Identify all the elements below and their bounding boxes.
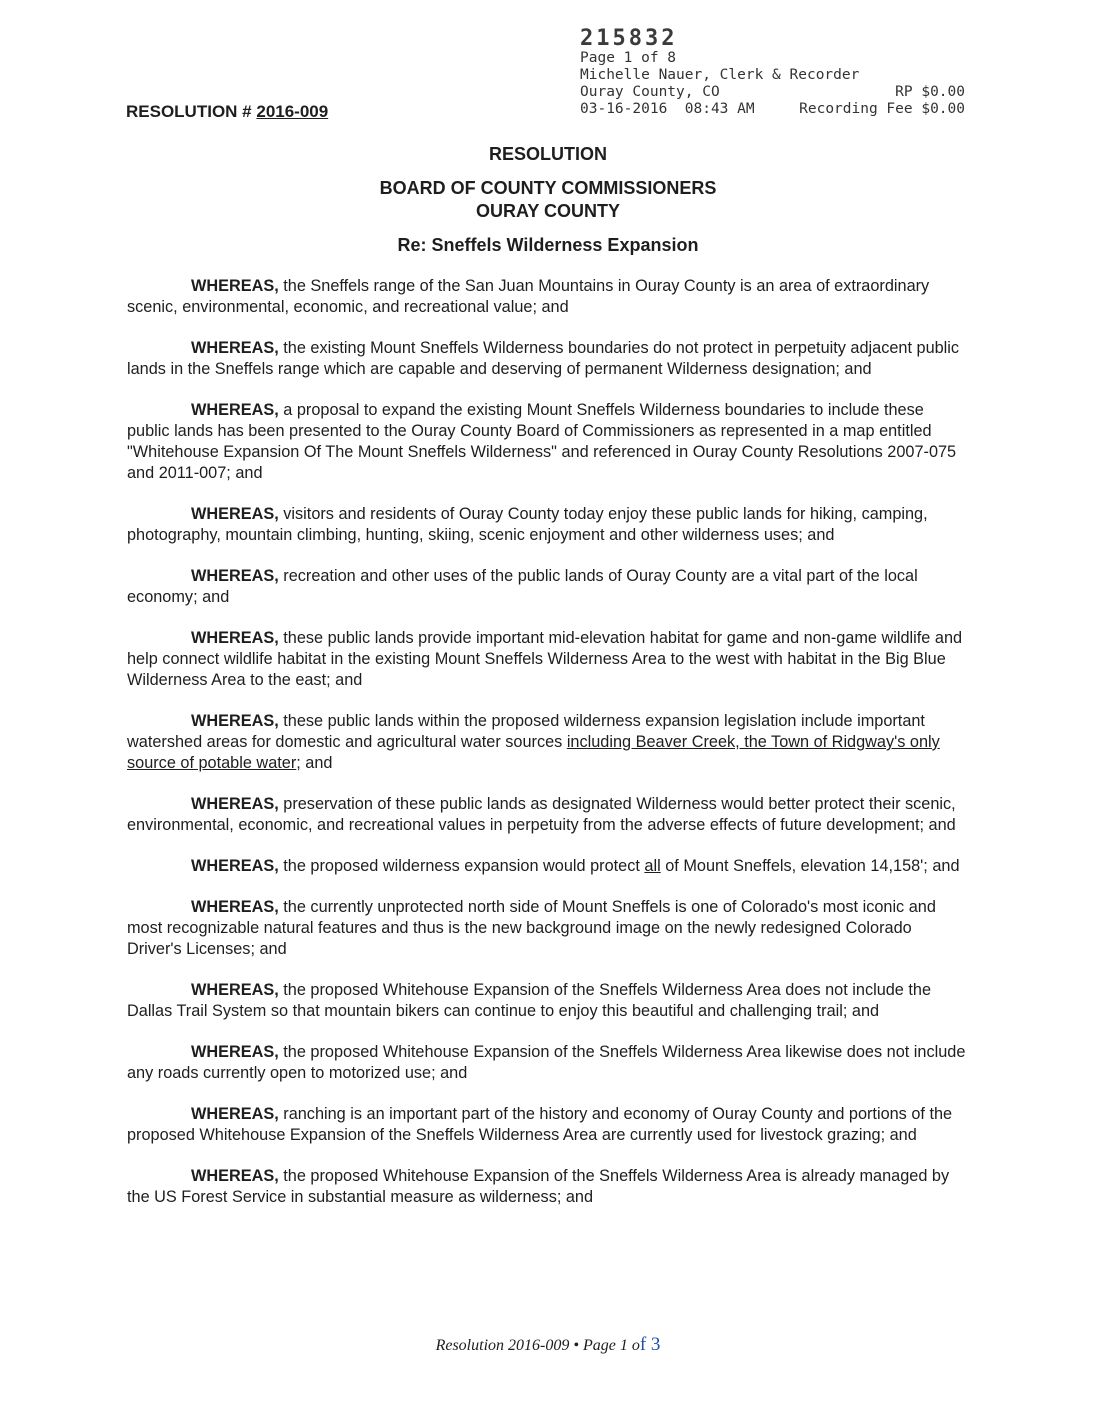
board-heading: BOARD OF COUNTY COMMISSIONERS — [379, 178, 717, 198]
stamp-county-row — [580, 84, 965, 101]
handwritten-page-total: f 3 — [639, 1334, 661, 1355]
whereas-lead: WHEREAS, — [191, 401, 279, 419]
whereas-lead: WHEREAS, — [191, 629, 279, 647]
paragraph-text: the currently unprotected north side of Mount Sneffels is one of Colorado's most iconic and most recognizable natural features and thus is the new background image on the newly redesigned Colorado Driver's Licenses; and — [127, 898, 936, 958]
whereas-paragraph — [127, 711, 967, 774]
whereas-paragraph — [127, 980, 967, 1022]
whereas-lead: WHEREAS, — [191, 712, 279, 730]
document-body — [127, 276, 967, 1228]
stamp-county: Ouray County, CO — [580, 84, 720, 100]
whereas-lead: WHEREAS, — [191, 857, 279, 875]
recording-stamp — [580, 28, 965, 118]
resolution-number — [126, 102, 328, 122]
paragraph-text: the proposed wilderness expansion would protect — [278, 857, 645, 875]
stamp-page: Page 1 of 8 — [580, 50, 677, 66]
subject-heading: Re: Sneffels Wilderness Expansion — [397, 235, 699, 255]
paragraph-tail: of Mount Sneffels, elevation 14,158'; and — [660, 857, 960, 875]
paragraph-text: preservation of these public lands as designated Wilderness would better protect their scenic, environmental, economic, and recreational values in perpetuity from the adverse effects of future development; and — [127, 795, 956, 834]
paragraph-text: these public lands within the proposed wilderness expansion legislation include important watershed areas for domestic and agricultural water sources — [127, 712, 925, 751]
whereas-paragraph — [127, 628, 967, 691]
whereas-paragraph — [127, 504, 967, 546]
underlined-text: all — [644, 857, 661, 875]
paragraph-text: these public lands provide important mid-elevation habitat for game and non-game wildlife and help connect wildlife habitat in the existing Mount Sneffels Wilderness Area to the west with habitat in the Big Blue Wilderness Area to the east; and — [127, 629, 963, 689]
county-heading: OURAY COUNTY — [475, 201, 621, 221]
whereas-lead: WHEREAS, — [191, 505, 279, 523]
paragraph-text: the proposed Whitehouse Expansion of the Sneffels Wilderness Area is already managed by the US Forest Service in substantial measure as wilderness; and — [127, 1167, 950, 1206]
stamp-date-row — [580, 101, 965, 118]
paragraph-text: a proposal to expand the existing Mount Sneffels Wilderness boundaries to include these public lands has been presented to the Ouray County Board of Commissioners as represented in a map entitled "Whitehouse Expansion Of The Mount Sneffels Wilderness" and referenced in Ouray County Resolutions 2007-075 and 2011-007; and — [127, 401, 957, 482]
whereas-paragraph — [127, 1166, 967, 1208]
whereas-lead: WHEREAS, — [191, 567, 279, 585]
paragraph-tail: ; and — [296, 754, 333, 772]
whereas-lead: WHEREAS, — [191, 277, 279, 295]
whereas-paragraph — [127, 794, 967, 836]
paragraph-text: the proposed Whitehouse Expansion of the Sneffels Wilderness Area likewise does not include any roads currently open to motorized use; and — [127, 1043, 966, 1082]
whereas-lead: WHEREAS, — [191, 898, 279, 916]
whereas-paragraph — [127, 1104, 967, 1146]
document-title: RESOLUTION — [488, 144, 607, 164]
stamp-fee: Recording Fee $0.00 — [799, 101, 965, 117]
whereas-paragraph — [127, 566, 967, 608]
footer-text: Resolution 2016-009 • Page 1 o — [435, 1337, 640, 1354]
paragraph-text: ranching is an important part of the history and economy of Ouray County and portions of the proposed Whitehouse Expansion of the Sneffels Wilderness Area are currently used for livestock grazing; and — [127, 1105, 953, 1144]
page-footer — [0, 1334, 1096, 1356]
whereas-paragraph — [127, 1042, 967, 1084]
whereas-lead: WHEREAS, — [191, 1105, 279, 1123]
whereas-paragraph — [127, 897, 967, 960]
underlined-text: including Beaver Creek, the Town of Ridgway's only source of potable water — [127, 733, 940, 772]
stamp-rp: RP $0.00 — [895, 84, 965, 100]
stamp-clerk: Michelle Nauer, Clerk & Recorder — [580, 67, 860, 83]
whereas-lead: WHEREAS, — [191, 981, 279, 999]
whereas-lead: WHEREAS, — [191, 1167, 279, 1185]
whereas-paragraph — [127, 338, 967, 380]
paragraph-text: the Sneffels range of the San Juan Mountains in Ouray County is an area of extraordinary scenic, environmental, economic, and recreational value; and — [127, 277, 930, 316]
resolution-number-label: RESOLUTION # — [126, 102, 257, 121]
whereas-lead: WHEREAS, — [191, 339, 279, 357]
whereas-lead: WHEREAS, — [191, 795, 279, 813]
stamp-datetime: 03-16-2016 08:43 AM — [580, 101, 755, 117]
whereas-lead: WHEREAS, — [191, 1043, 279, 1061]
paragraph-text: visitors and residents of Ouray County today enjoy these public lands for hiking, camping, photography, mountain climbing, hunting, skiing, scenic enjoyment and other wilderness uses; and — [127, 505, 928, 544]
whereas-paragraph — [127, 856, 967, 877]
resolution-number-value: 2016-009 — [256, 102, 329, 121]
whereas-paragraph — [127, 276, 967, 318]
whereas-paragraph — [127, 400, 967, 484]
recording-number: 215832 — [580, 26, 678, 51]
paragraph-text: the existing Mount Sneffels Wilderness boundaries do not protect in perpetuity adjacent public lands in the Sneffels range which are capable and deserving of permanent Wilderness designation; and — [127, 339, 960, 378]
paragraph-text: recreation and other uses of the public lands of Ouray County are a vital part of the local economy; and — [127, 567, 918, 606]
paragraph-text: the proposed Whitehouse Expansion of the Sneffels Wilderness Area does not include the Dallas Trail System so that mountain bikers can continue to enjoy this beautiful and challenging trail; and — [127, 981, 932, 1020]
